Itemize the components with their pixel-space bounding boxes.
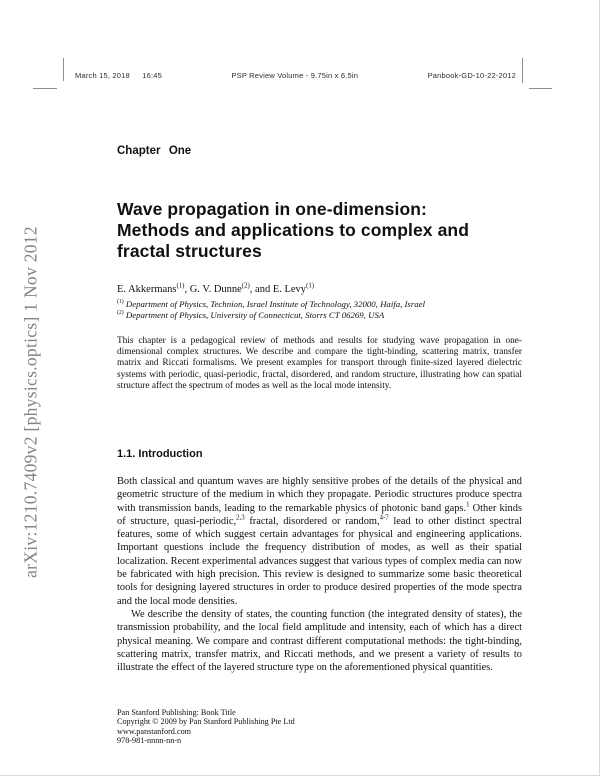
header-datetime	[75, 71, 162, 80]
crop-mark-top-right-horizontal	[529, 88, 552, 89]
header-date: March 15, 2018	[75, 71, 130, 80]
imprint-publisher-line: Pan Stanford Publishing: Book Title	[117, 708, 236, 717]
paper-title-line-2: Methods and applications to complex and	[117, 220, 469, 240]
paper-title-line-1: Wave propagation in one-dimension:	[117, 199, 427, 219]
arxiv-watermark: arXiv:1210.7409v2 [physics.optics] 1 Nov 2012	[20, 226, 41, 578]
affiliation-list	[117, 299, 425, 320]
paper-title-line-3: fractal structures	[117, 241, 262, 261]
abstract-paragraph: This chapter is a pedagogical review of methods and results for studying wave propagation in one-dimensional complex structures. We describe and compare the tight-binding, scattering matrix, transfer matrix and Riccati formalisms. We present examples for transport through finite-sized layered dielectric systems with periodic, quasi-periodic, fractal, disordered, and random structure, illustrating how can spatial structure affect the spectrum of modes as well as the local mode intensity.	[117, 336, 522, 391]
intro-paragraph-2: We describe the density of states, the counting function (the integrated density of states), the transmission probability, and the local field amplitude and intensity, each of which has a direct physical meaning. We compare and contrast different computational methods: the tight-binding, scattering matrix, transfer matrix, and Riccati methods, and we present a variety of results to illustrate the effect of the layered structure type on the aforementioned physical quantities.	[117, 608, 522, 674]
affiliation-2-marker: (2)	[117, 309, 124, 316]
affiliation-1-text: Department of Physics, Technion, Israel Institute of Technology, 32000, Haifa, Israel	[125, 299, 426, 309]
affiliation-1	[117, 299, 425, 310]
running-header	[75, 71, 516, 80]
intro-paragraph-1: Both classical and quantum waves are highly sensitive probes of the details of the physical and geometric structure of the medium in which they propagate. Periodic structures produce spectra with transmission bands, leading to the remarkable physics of photonic band gaps.$^1$ Other kinds of structure, quasi-periodic,$^{2,3}$ fractal, disordered or random,$^{4-7}$ lead to other distinct spectral features, some of which suggest certain advantages for physical and engineering applications. Important questions include the frequency distribution of modes, as well as their spatial localization. Recent experimental advances suggest that various types of complex media can now be fabricated with high precision. This review is designed to summarize some basic theoretical tools for designing layered structures in order to produce desired properties of the mode spectra and the local mode densities.	[117, 476, 522, 607]
author-line: E. Akkermans$^{(1)}$, G. V. Dunne$^{(2)}$, and E. Levy$^{(1)}$	[117, 282, 315, 295]
crop-mark-top-right-vertical	[522, 58, 523, 83]
introduction-body	[117, 475, 522, 674]
imprint-copyright-line: Copyright © 2009 by Pan Stanford Publishing Pte Ltd	[117, 717, 295, 727]
crop-mark-top-left-horizontal	[33, 88, 57, 89]
header-document-id: Panbook-GD-10-22-2012	[427, 71, 516, 80]
affiliation-2-text: Department of Physics, University of Connecticut, Storrs CT 06269, USA	[125, 309, 385, 320]
header-time: 16:45	[142, 71, 162, 80]
chapter-label: Chapter One	[117, 145, 192, 157]
imprint-isbn-line: 978-981-nnnn-nn-n	[117, 736, 182, 746]
imprint-footer	[117, 708, 295, 746]
affiliation-2	[117, 310, 425, 321]
affiliation-1-marker: (1)	[117, 299, 124, 306]
imprint-url-line: www.panstanford.com	[117, 726, 192, 736]
header-volume-spec: PSP Review Volume - 9.75in x 6.5in	[231, 71, 359, 80]
crop-mark-top-left-vertical	[63, 58, 64, 81]
paper-title	[117, 199, 469, 262]
section-heading-introduction: 1.1. Introduction	[117, 448, 203, 460]
